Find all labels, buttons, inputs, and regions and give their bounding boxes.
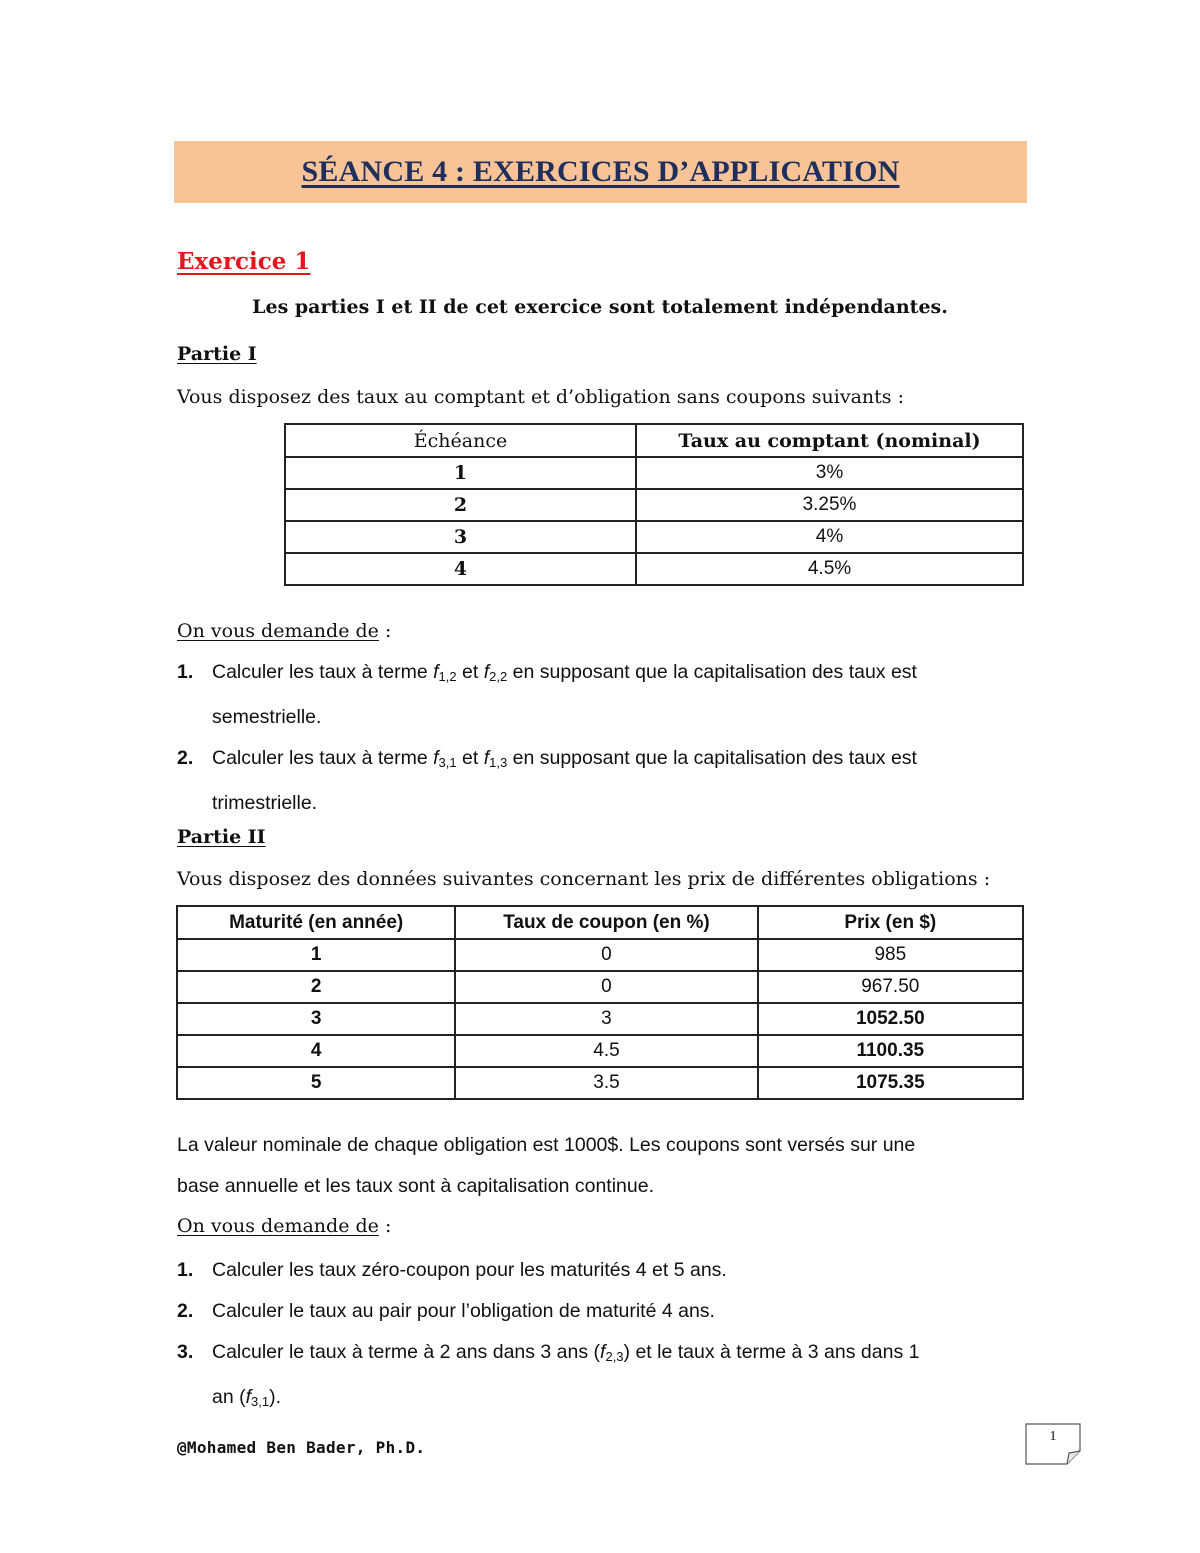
table-cell: 3 (285, 521, 636, 553)
table-cell: 985 (758, 939, 1023, 971)
table-row (285, 489, 1023, 521)
question-number: 2. (177, 747, 194, 769)
part2-ask (177, 1215, 391, 1237)
part2-questions (177, 1250, 1027, 1422)
forward-rate-symbol: f (433, 661, 439, 683)
question-text: Calculer les taux à terme (212, 747, 434, 769)
table-cell: 2 (177, 971, 455, 1003)
forward-rate-symbol: f (245, 1386, 252, 1408)
forward-rate-subscript: 1,3 (489, 755, 508, 770)
question-text: Calculer les taux à terme (212, 661, 434, 683)
list-item (177, 652, 1027, 738)
part2-ask-colon: : (378, 1215, 392, 1237)
forward-rate-symbol: f (483, 747, 490, 769)
question-text: et (456, 747, 484, 769)
table-cell: 0 (455, 971, 757, 1003)
exercise-intro (0, 296, 1200, 318)
forward-rate-subscript: 2,3 (605, 1349, 624, 1364)
question-text: trimestrielle. (212, 792, 318, 814)
part2-ask-label: On vous demande de (177, 1215, 379, 1237)
list-item (177, 1332, 1027, 1422)
table-cell: 3% (636, 457, 1023, 489)
question-number: 1. (177, 661, 194, 683)
question-text: Calculer les taux zéro-coupon pour les maturités 4 et 5 ans. (212, 1259, 727, 1281)
table-cell: 1 (285, 457, 636, 489)
question-text: semestrielle. (212, 706, 322, 728)
page-number-box (1025, 1423, 1081, 1465)
part2-note-line1: La valeur nominale de chaque obligation est 1000$. Les coupons sont versés sur une (177, 1134, 916, 1156)
table-cell: 5 (177, 1067, 455, 1099)
table-row (285, 521, 1023, 553)
question-text: ). (269, 1386, 282, 1408)
table-cell: 1100.35 (758, 1035, 1023, 1067)
list-item (177, 1250, 1027, 1291)
table-row (177, 1003, 1023, 1035)
part2-note-line2: base annuelle et les taux sont à capitalisation continue. (177, 1175, 654, 1197)
list-item (177, 738, 1027, 824)
list-item (177, 1291, 1027, 1332)
part1-questions (177, 652, 1027, 824)
table-cell: 4.5 (455, 1035, 757, 1067)
exercise-heading: Exercice 1 (177, 248, 311, 275)
table-row (177, 1035, 1023, 1067)
table-cell: 967.50 (758, 971, 1023, 1003)
table-cell: 3 (455, 1003, 757, 1035)
forward-rate-subscript: 1,2 (438, 669, 457, 684)
forward-rate-subscript: 3,1 (251, 1394, 270, 1409)
part2-heading: Partie II (177, 826, 266, 848)
table-row (177, 1067, 1023, 1099)
question-text: et (456, 661, 484, 683)
table-cell: 4 (177, 1035, 455, 1067)
question-text: an ( (212, 1386, 246, 1408)
spot-rates-table (284, 423, 1024, 586)
page-number: 1 (1049, 1429, 1057, 1444)
table-row (285, 457, 1023, 489)
forward-rate-symbol: f (483, 661, 490, 683)
table-cell: 1075.35 (758, 1067, 1023, 1099)
question-text: en supposant que la capitalisation des taux est (507, 747, 917, 769)
table-header-row (285, 424, 1023, 457)
question-text: Calculer le taux à terme à 2 ans dans 3 ans ( (212, 1341, 601, 1363)
table-header-cell: Taux au comptant (nominal) (636, 424, 1023, 457)
table-row (177, 939, 1023, 971)
table-row (177, 971, 1023, 1003)
part1-ask-label: On vous demande de (177, 620, 379, 642)
table-cell: 3 (177, 1003, 455, 1035)
part1-text: Vous disposez des taux au comptant et d’obligation sans coupons suivants : (177, 386, 905, 408)
footer-author: @Mohamed Ben Bader, Ph.D. (177, 1438, 426, 1457)
table-cell: 0 (455, 939, 757, 971)
table-cell: 4% (636, 521, 1023, 553)
forward-rate-subscript: 3,1 (438, 755, 457, 770)
exercise-intro-text: Les parties I et II de cet exercice sont totalement indépendantes. (252, 296, 948, 318)
part1-ask-colon: : (378, 620, 392, 642)
table-cell: 3.5 (455, 1067, 757, 1099)
question-number: 2. (177, 1300, 194, 1322)
table-cell: 4.5% (636, 553, 1023, 585)
table-cell: 2 (285, 489, 636, 521)
part2-text: Vous disposez des données suivantes concernant les prix de différentes obligations : (177, 868, 991, 890)
question-text: Calculer le taux au pair pour l’obligation de maturité 4 ans. (212, 1300, 715, 1322)
table-header-cell: Prix (en $) (758, 906, 1023, 939)
table-cell: 3.25% (636, 489, 1023, 521)
question-text: ) et le taux à terme à 3 ans dans 1 (623, 1341, 920, 1363)
table-header-cell: Taux de coupon (en %) (455, 906, 757, 939)
question-text: en supposant que la capitalisation des taux est (507, 661, 917, 683)
question-number: 1. (177, 1259, 194, 1281)
page-title: SÉANCE 4 : EXERCICES D’APPLICATION (301, 155, 900, 188)
table-row (285, 553, 1023, 585)
table-cell: 1 (177, 939, 455, 971)
part1-ask (177, 620, 391, 642)
question-number: 3. (177, 1341, 194, 1363)
table-cell: 1052.50 (758, 1003, 1023, 1035)
table-header-row (177, 906, 1023, 939)
forward-rate-symbol: f (433, 747, 439, 769)
table-cell: 4 (285, 553, 636, 585)
title-band (174, 141, 1027, 203)
bond-prices-table (176, 905, 1024, 1100)
forward-rate-subscript: 2,2 (489, 669, 508, 684)
table-header-cell: Maturité (en année) (177, 906, 455, 939)
part1-heading: Partie I (177, 343, 257, 365)
forward-rate-symbol: f (600, 1341, 606, 1363)
table-header-cell: Échéance (285, 424, 636, 457)
